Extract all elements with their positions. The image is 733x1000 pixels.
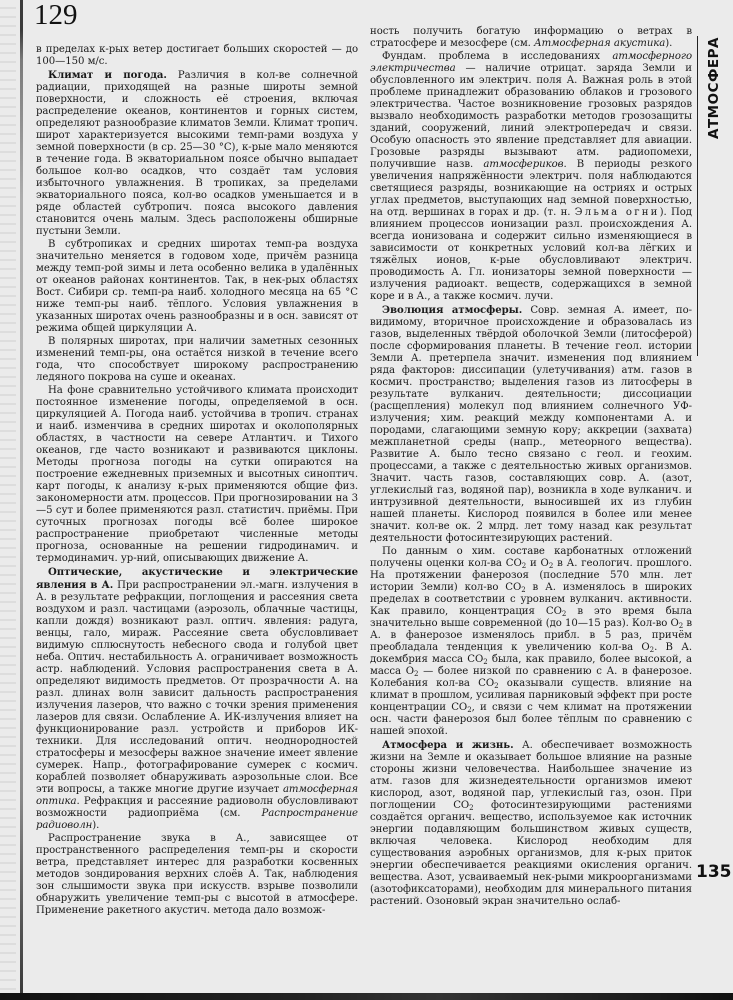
cross-reference-link[interactable]: Распространение радиоволн	[36, 808, 358, 831]
heading-climate: Климат и погода.	[48, 69, 167, 81]
cross-reference-link[interactable]: атмосферная оптика	[36, 784, 358, 807]
cross-reference-link[interactable]: Атмосферная акустика	[533, 38, 666, 49]
binding-edge	[20, 0, 23, 1000]
paragraph: На фоне сравнительно устойчивого климата происходит постоянное изменение погоды, определяемой в осн. циркуляцией А. Погода наиб. устойчива в тропич. странах и наиб. изменчива в средних широтах и околополярных областях, в частности на севере Атлантич. и Тихого океанов, где часто возникают и развиваются циклоны. Методы прогноза погоды на сутки опираются на построение ежедневных приземных и высотных синоптич. карт погоды, к анализу к-рых применяются общие физ. закономерности атм. процессов. При прогнозировании на 3—5 сут и более применяются разл. статистич. приёмы. При суточных прогнозах погоды всё более широкое распространение приобретают численные методы прогноза, основанные на решении гидродинамич. и термодинамич. ур-ний, описывающих движение А.	[36, 385, 358, 564]
paragraph-life: Атмосфера и жизнь. А. обеспечивает возможность жизни на Земле и оказывает большое влияние на разные стороны жизни человечества. Наибольшее значение из атм. газов для жизнедеятельности организмов имеют кислород, азот, водяной пар, углекислый газ, озон. При поглощении $CO_2$ фотосинтезирующими растениями создаётся органич. вещество, используемое как источник энергии подавляющим большинством живых существ, включая человека. Кислород необходим для существования аэробных организмов, для к-рых приток энергии обеспечивается реакциями окисления органич. вещества. Азот, усваиваемый нек-рыми микроорганизмами (азотофиксаторами), необходим для минерального питания растений. Озоновый экран значительно ослаб-	[370, 739, 692, 907]
heading-optics: Оптические, акустические и электрические явления в А.	[36, 566, 358, 591]
paragraph: в пределах к-рых ветер достигает больших скоростей — до 100—150 м/с.	[36, 44, 358, 67]
paragraph: В полярных широтах, при наличии заметных сезонных изменений темп-ры, она остаётся низкой в течение всего года, что способствует широкому распространению ледяного покрова на суше и океанах.	[36, 336, 358, 383]
paragraph-electricity: Фундам. проблема в исследованиях атмосферного электричества — наличие отрицат. заряда Земли и обусловленного им электрич. поля А. Важная роль в этой проблеме принадлежит образованию облаков и грозового электричества. Частое возникновение грозовых разрядов вызвало необходимость разработки методов грозозащиты зданий, сооружений, линий электропередач и связи. Особую опасность это явление представляет для авиации. Грозовые разряды вызывают атм. радиопомехи, получившие назв. атмосфериков. В периоды резкого увеличения напряжённости электрич. поля наблюдаются светящиеся разряды, возникающие на остриях и острых углах предметов, выступающих над земной поверхностью, на отд. вершинах в горах и др. (т. н. Эльма огни). Под влиянием процессов ионизации разл. происхождения А. всегда ионизована и содержит сильно изменяющиеся в зависимости от конкретных условий кол-ва лёгких и тяжёлых ионов, к-рые обусловливают электрич. проводимость А. Гл. ионизаторы земной поверхности — излучения радиоакт. веществ, содержащихся в земной коре и в А., а также космич. лучи.	[370, 51, 692, 302]
right-column	[370, 26, 692, 908]
section-divider	[697, 36, 698, 356]
paragraph-co2: По данным о хим. составе карбонатных отложений получены оценки кол-ва $CO_2$ и $O_2$ в А. геологич. прошлого. На протяжении фанерозоя (последние 570 млн. лет истории Земли) кол-во $CO_2$ в А. изменялось в широких пределах в соответствии с уровнем вулканич. активности. Как правило, концентрация $CO_2$ в это время была значительно выше современной (до 10—15 раз). Кол-во $O_2$ в А. в фанерозое изменялось прибл. в 5 раз, причём преобладала тенденция к увеличению кол-ва $O_2$. В А. докембрия масса $CO_2$ была, как правило, более высокой, а масса $O_2$ — более низкой по сравнению с А. в фанерозое. Колебания кол-ва $CO_2$ оказывали существ. влияние на климат в прошлом, усиливая парниковый эффект при росте концентрации $CO_2$, и связи с чем климат на протяжении осн. части фанерозоя был более тёплым по сравнению с нашей эпохой.	[370, 546, 693, 737]
scan-bottom-edge	[0, 993, 733, 1000]
paragraph: ность получить богатую информацию о ветрах в стратосфере и мезосфере (см. Атмосферная акустика).	[370, 26, 692, 49]
left-column	[36, 44, 358, 917]
page-number-top: 129	[34, 0, 78, 31]
cross-reference-link[interactable]: атмосферного электричества	[370, 51, 692, 74]
paragraph: В субтропиках и средних широтах темп-ра воздуха значительно меняется в годовом ходе, причём разница между темп-рой зимы и лета особенно велика в удалённых от океанов районах континентов. Так, в нек-рых областях Вост. Сибири ср. темп-ра наиб. холодного месяца на 65 °C ниже темп-ры наиб. тёплого. Условия увлажнения в указанных широтах очень разнообразны и в осн. зависят от режима общей циркуляции А.	[36, 239, 358, 334]
page-number-bottom: 135	[696, 862, 732, 882]
section-title: АТМОСФЕРА	[706, 37, 722, 139]
paragraph-optics: Оптические, акустические и электрические явления в А. При распространении эл.-магн. излучения в А. в результате рефракции, поглощения и рассеяния света воздухом и разл. частицами (аэрозоль, облачные частицы, капли дождя) возникают разл. оптич. явления: радуга, венцы, гало, мираж. Рассеяние света обусловливает видимую сплюснутость небесного свода и голубой цвет неба. Оптич. нестабильность А. ограничивает возможность астр. наблюдений. Условия распространения света в А. определяют видимость предметов. От прозрачности А. на разл. длинах волн зависит дальность распространения излучения лазеров, что важно с точки зрения применения лазеров для связи. Ослабление А. ИК-излучения влияет на функционирование разл. устройств и приборов ИК-техники. Для исследований оптич. неоднородностей стратосферы и мезосферы важное значение имеет явление сумерек. Напр., фотографирование сумерек с космич. кораблей позволяет обнаруживать аэрозольные слои. Все эти вопросы, а также многие другие изучает атмосферная оптика. Рефракция и рассеяние радиоволн обусловливают возможности радиоприёма (см. Распространение радиоволн).	[36, 566, 358, 831]
scan-edge-noise	[0, 0, 16, 1000]
paragraph-evolution: Эволюция атмосферы. Совр. земная А. имеет, по-видимому, вторичное происхождение и образовалась из газов, выделенных твёрдой оболочкой Земли (литосферой) после сформирования планеты. В течение геол. истории Земли А. претерпела значит. изменения под влиянием ряда факторов: диссипации (улетучивания) атм. газов в космич. пространство; выделения газов из литосферы в результате вулканич. деятельности; диссоциации (расщепления) молекул под влиянием солнечного УФ-излучения; хим. реакций между компонентами А. и породами, слагающими земную кору; аккреции (захвата) межпланетной среды (напр., метеорного вещества). Развитие А. было тесно связано с геол. и геохим. процессами, а также с деятельностью живых организмов. Значит. часть газов, составляющих совр. А. (азот, углекислый газ, водяной пар), возникла в ходе вулканич. и интрузивной деятельности, выносившей их из глубин нашей планеты. Кислород появился в более или менее значит. кол-ве ок. 2 млрд. лет тому назад как результат деятельности фотосинтезирующих растений.	[370, 304, 692, 544]
spaced-term: Эльма огни	[574, 207, 660, 218]
paragraph: Распространение звука в А., зависящее от пространственного распределения темп-ры и скорости ветра, представляет интерес для разработки косвенных методов зондирования верхних слоёв А. Так, наблюдения зон слышимости звука при искусств. взрыве позволили обнаружить увеличение темп-ры с высотой в атмосфере. Применение ракетного акустич. метода дало возмож-	[36, 833, 358, 916]
paragraph-climate: Климат и погода. Различия в кол-ве солнечной радиации, приходящей на разные широты земной поверхности, и сложность её строения, включая распределение океанов, континентов и горных систем, определяют разнообразие климатов Земли. Климат тропич. широт характеризуется высокими темп-рами воздуха у земной поверхности (в ср. 25—30 °C), к-рые мало меняются в течение года. В экваториальном поясе обычно выпадает большое кол-во осадков, что создаёт там условия избыточного увлажнения. В тропиках, за пределами экваториального пояса, кол-во осадков уменьшается и в ряде областей субтропич. пояса высокого давления становится очень малым. Здесь расположены обширные пустыни Земли.	[36, 69, 358, 237]
cross-reference-link[interactable]: атмосфериков	[483, 159, 564, 170]
heading-evolution: Эволюция атмосферы.	[382, 304, 523, 316]
heading-life: Атмосфера и жизнь.	[382, 739, 514, 751]
